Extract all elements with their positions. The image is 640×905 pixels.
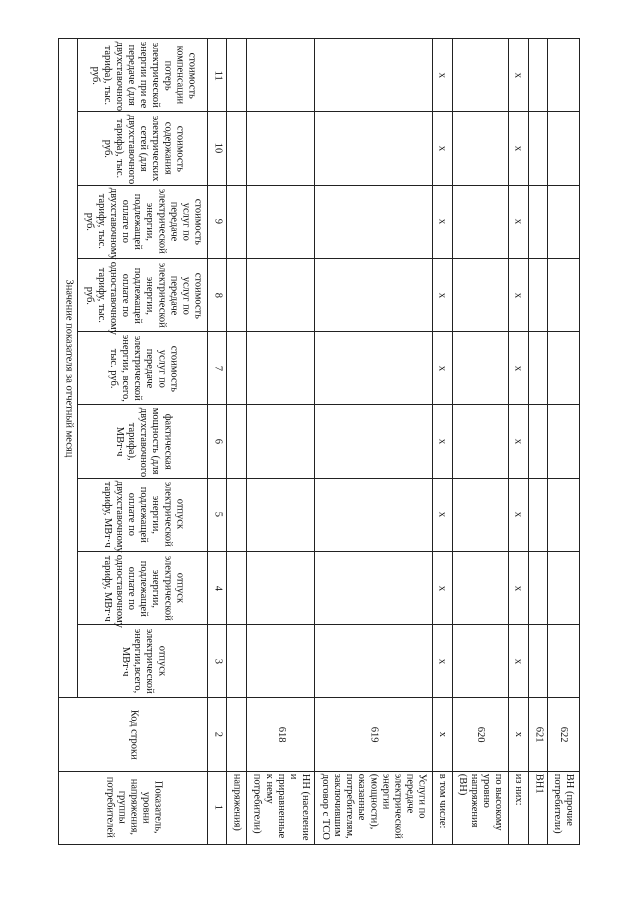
row-label: ВН1 <box>528 771 547 844</box>
column-number: 9 <box>208 185 227 258</box>
row-cell <box>452 332 508 405</box>
row-cell <box>227 625 246 698</box>
column-number: 11 <box>208 39 227 112</box>
table-row <box>227 39 246 845</box>
row-cell <box>246 332 314 405</box>
row-cell <box>452 625 508 698</box>
row-code <box>227 698 246 771</box>
row-cell: х <box>432 39 452 112</box>
row-cell <box>246 625 314 698</box>
row-label: в том числе: <box>432 771 452 844</box>
row-code: 619 <box>315 698 433 771</box>
rotated-report-table <box>58 38 580 845</box>
row-code: х <box>432 698 452 771</box>
column-number: 6 <box>208 405 227 478</box>
row-cell <box>315 332 433 405</box>
row-cell <box>452 551 508 624</box>
row-cell <box>528 185 547 258</box>
row-cell <box>528 39 547 112</box>
header-col-9: стоимость услуг по передаче электрической энергии, подлежащей оплате по двухставочному тарифу, тыс. руб. <box>78 185 208 258</box>
column-number: 8 <box>208 258 227 331</box>
row-cell: х <box>432 625 452 698</box>
column-number: 5 <box>208 478 227 551</box>
row-cell: х <box>432 332 452 405</box>
row-code: 620 <box>452 698 508 771</box>
row-cell <box>452 258 508 331</box>
row-cell: х <box>508 258 528 331</box>
row-cell <box>548 478 580 551</box>
row-cell <box>246 39 314 112</box>
row-cell <box>227 258 246 331</box>
row-code: 621 <box>528 698 547 771</box>
row-cell: х <box>508 39 528 112</box>
row-cell <box>548 405 580 478</box>
row-cell <box>227 478 246 551</box>
row-cell <box>548 112 580 185</box>
table-row <box>452 39 508 845</box>
header-line-code: Код строки <box>59 698 208 771</box>
header-col-5: отпуск электрической энергии, подлежащей оплате по двухставочному тарифу, МВт·ч <box>78 478 208 551</box>
row-label: НН (население и приравненные к нему потребители) <box>246 771 314 844</box>
row-cell: х <box>508 332 528 405</box>
row-cell <box>246 405 314 478</box>
row-cell <box>227 332 246 405</box>
table-row <box>548 39 580 845</box>
row-code: х <box>508 698 528 771</box>
table-row <box>508 39 528 845</box>
row-cell <box>528 258 547 331</box>
row-code: 622 <box>548 698 580 771</box>
row-cell <box>528 112 547 185</box>
row-cell <box>452 405 508 478</box>
table-row <box>246 39 314 845</box>
table-row <box>528 39 547 845</box>
row-cell <box>315 625 433 698</box>
header-col-7: стоимость услуг по передаче электрической энергии, всего, тыс. руб. <box>78 332 208 405</box>
header-col-3: отпуск электрической энергии,всего, МВт·ч <box>78 625 208 698</box>
column-number: 7 <box>208 332 227 405</box>
row-cell <box>548 625 580 698</box>
row-cell: х <box>432 258 452 331</box>
row-cell: х <box>432 551 452 624</box>
column-number: 2 <box>208 698 227 771</box>
row-cell <box>548 332 580 405</box>
row-cell <box>452 478 508 551</box>
row-cell <box>227 39 246 112</box>
row-cell: х <box>432 112 452 185</box>
row-cell <box>548 551 580 624</box>
header-col-4: отпуск электрической энергии, подлежащей оплате по одноставочному тарифу, МВт·ч <box>78 551 208 624</box>
header-value-group: Значение показателя за отчетный месяц <box>59 39 78 698</box>
row-cell <box>227 551 246 624</box>
row-cell <box>315 478 433 551</box>
row-cell <box>548 39 580 112</box>
row-code: 618 <box>246 698 314 771</box>
row-cell <box>246 185 314 258</box>
header-col-6: фактическая мощность (для двухставочного тарифа), МВт·ч <box>78 405 208 478</box>
row-cell <box>315 39 433 112</box>
row-cell <box>315 405 433 478</box>
header-col-11: стоимость компенсации потерь электрической энергии при ее передаче (для двухставочного тарифа), тыс. руб. <box>78 39 208 112</box>
row-cell <box>452 39 508 112</box>
row-cell: х <box>508 405 528 478</box>
column-number: 3 <box>208 625 227 698</box>
row-cell: х <box>508 551 528 624</box>
row-cell <box>452 112 508 185</box>
row-label: Услуги по передаче электрической энергии (мощности), оказанные потребителям, заключившим договор с ТСО <box>315 771 433 844</box>
row-cell: х <box>432 405 452 478</box>
row-cell <box>528 405 547 478</box>
row-cell <box>315 112 433 185</box>
row-cell <box>246 478 314 551</box>
row-label: ВН (прочие потребители) <box>548 771 580 844</box>
row-cell <box>227 185 246 258</box>
row-cell <box>315 551 433 624</box>
row-cell <box>528 551 547 624</box>
header-col-8: стоимость услуг по передаче электрической энергии, подлежащей оплате по одноставочному тарифу, тыс. руб. <box>78 258 208 331</box>
row-cell <box>548 258 580 331</box>
row-cell <box>227 405 246 478</box>
row-cell <box>246 258 314 331</box>
row-cell: х <box>508 478 528 551</box>
row-cell <box>315 258 433 331</box>
column-number: 1 <box>208 771 227 844</box>
row-cell <box>452 185 508 258</box>
column-number: 4 <box>208 551 227 624</box>
header-col-10: стоимость содержания электрических сетей (для двухставочного тарифа), тыс. руб. <box>78 112 208 185</box>
row-cell <box>528 478 547 551</box>
row-cell <box>227 112 246 185</box>
header-indicator: Показатель, уровни напряжения, группы потребителей <box>59 771 208 844</box>
row-label: напряжения) <box>227 771 246 844</box>
row-cell: х <box>508 185 528 258</box>
table-row <box>432 39 452 845</box>
row-cell <box>315 185 433 258</box>
row-cell <box>528 332 547 405</box>
row-cell: х <box>432 185 452 258</box>
report-table <box>58 38 580 845</box>
row-label: из них: <box>508 771 528 844</box>
column-number: 10 <box>208 112 227 185</box>
row-cell: х <box>508 625 528 698</box>
row-label: по высокому уровню напряжения (ВН) <box>452 771 508 844</box>
row-cell: х <box>508 112 528 185</box>
row-cell <box>548 185 580 258</box>
row-cell <box>528 625 547 698</box>
row-cell: х <box>432 478 452 551</box>
row-cell <box>246 112 314 185</box>
row-cell <box>246 551 314 624</box>
table-row <box>315 39 433 845</box>
